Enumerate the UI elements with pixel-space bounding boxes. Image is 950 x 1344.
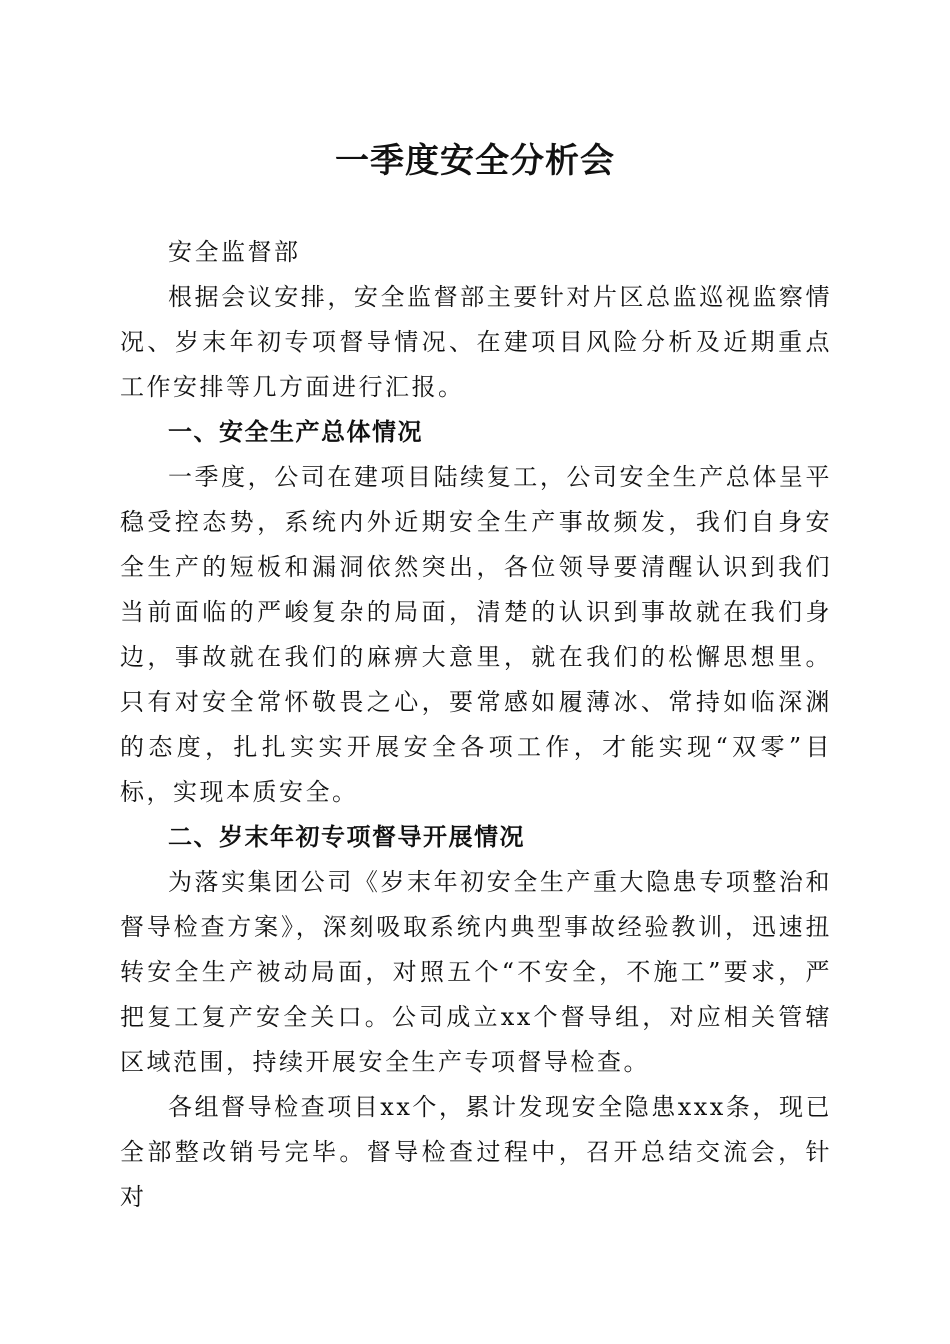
document-body — [120, 230, 832, 1220]
section-1-paragraph: 一季度，公司在建项目陆续复工，公司安全生产总体呈平稳受控态势，系统内外近期安全生产事故频发，我们自身安全生产的短板和漏洞依然突出，各位领导要清醒认识到我们当前面临的严峻复杂的局面，清楚的认识到事故就在我们身边，事故就在我们的麻痹大意里，就在我们的松懈思想里。只有对安全常怀敬畏之心，要常感如履薄冰、常持如临深渊的态度，扎扎实实开展安全各项工作，才能实现“双零”目标，实现本质安全。 — [120, 463, 832, 806]
document-title: 一季度安全分析会 — [335, 141, 615, 181]
section-2-paragraph-1: 为落实集团公司《岁末年初安全生产重大隐患专项整治和督导检查方案》，深刻吸取系统内典型事故经验教训，迅速扭转安全生产被动局面，对照五个“不安全，不施工”要求，严把复工复产安全关口。公司成立xx个督导组，对应相关管辖区域范围，持续开展安全生产专项督导检查。 — [120, 868, 832, 1076]
section-heading-1: 一、安全生产总体情况 — [168, 418, 423, 446]
department-line: 安全监督部 — [168, 238, 301, 266]
section-heading-2: 二、岁末年初专项督导开展情况 — [168, 823, 525, 851]
section-2-paragraph-2: 各组督导检查项目xx个，累计发现安全隐患xxx条，现已全部整改销号完毕。督导检查过程中，召开总结交流会，针对 — [120, 1093, 832, 1211]
intro-paragraph: 根据会议安排，安全监督部主要针对片区总监巡视监察情况、岁末年初专项督导情况、在建项目风险分析及近期重点工作安排等几方面进行汇报。 — [120, 283, 832, 401]
